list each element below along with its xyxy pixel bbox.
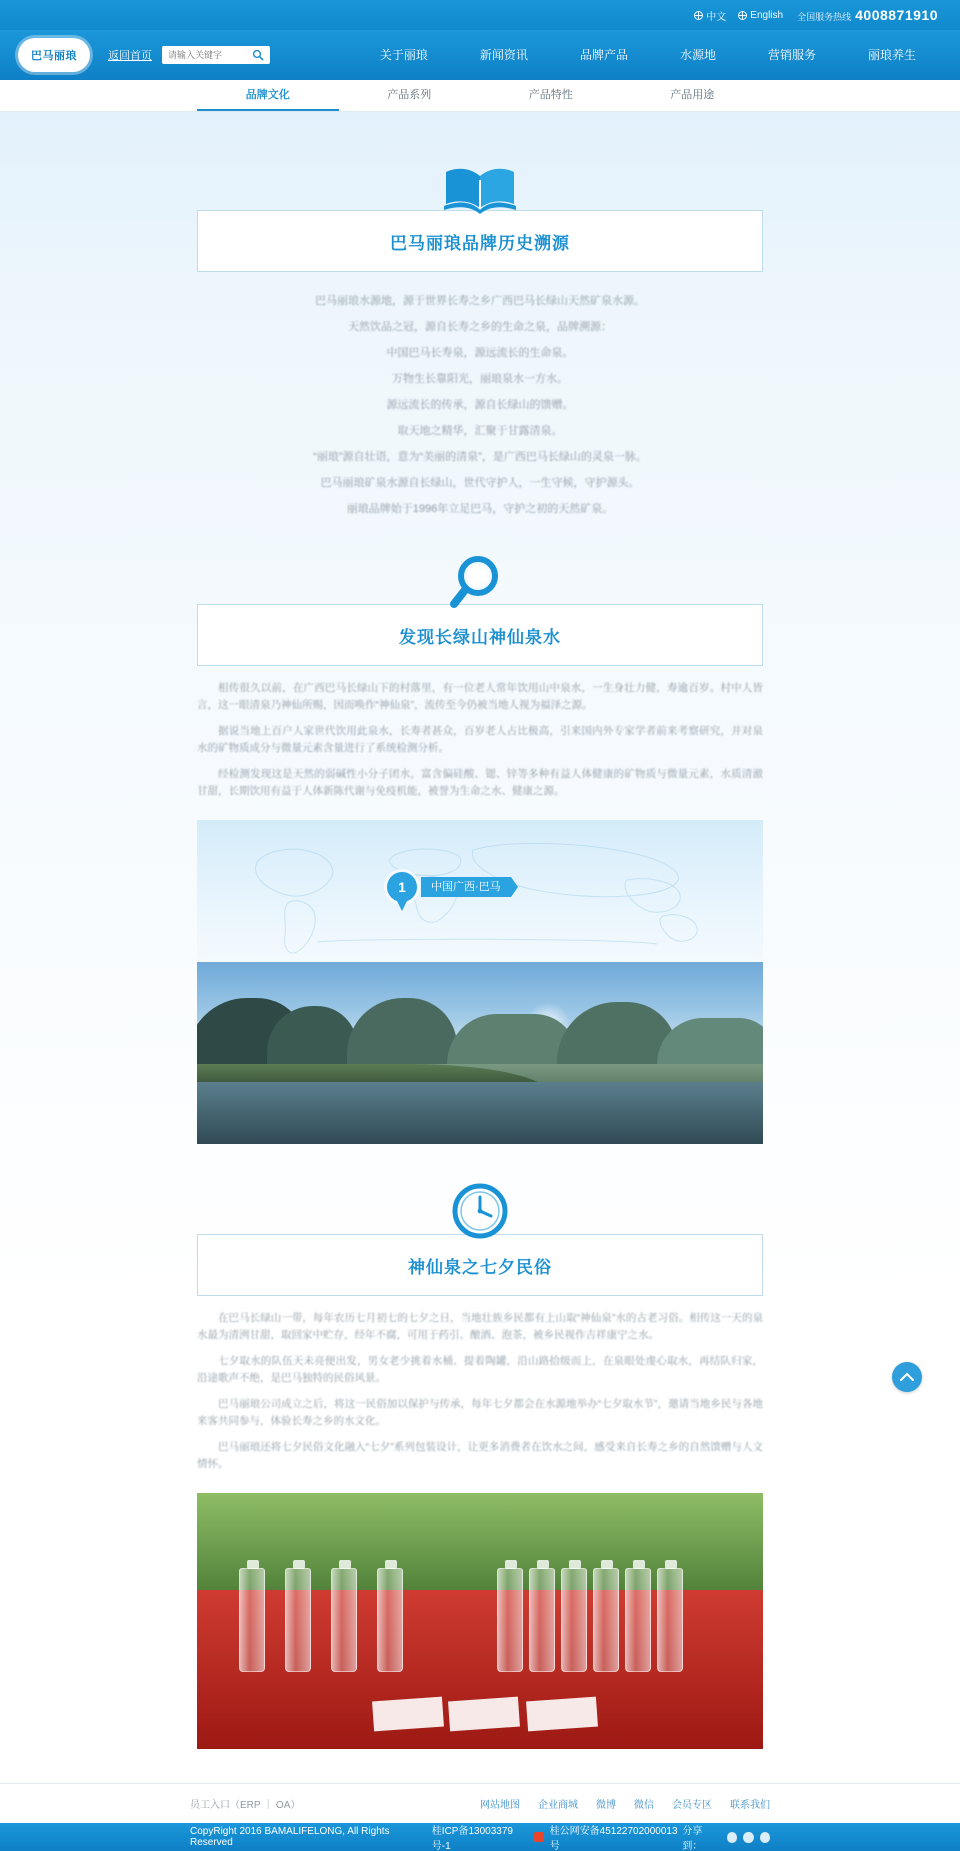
section-title-box — [197, 604, 763, 666]
share-wechat-icon[interactable] — [743, 1832, 754, 1843]
calligraphy-paper — [372, 1696, 444, 1731]
tab-product-series[interactable]: 产品系列 — [387, 89, 432, 101]
share-group — [682, 1822, 770, 1851]
clock-icon — [438, 1178, 522, 1240]
map-pin-bama[interactable] — [387, 872, 511, 902]
paragraph: 经检测发现这是天然的弱碱性小分子团水，富含偏硅酸、锶、锌等多种有益人体健康的矿物质与微量元素，水质清澈甘甜，长期饮用有益于人体新陈代谢与免疫机能，被誉为生命之水、健康之源。 — [197, 768, 763, 797]
chevron-up-icon — [900, 1372, 914, 1382]
calligraphy-paper — [526, 1696, 598, 1731]
utility-bar — [0, 0, 960, 30]
copyright-group — [190, 1822, 682, 1851]
icp-text: 桂ICP备13003379号-1 — [431, 1826, 513, 1851]
hotline — [797, 7, 938, 23]
open-book-icon — [438, 154, 522, 216]
paragraph: 丽琅品牌始于1996年立足巴马，守护之初的天然矿泉。 — [346, 503, 614, 515]
copyright-text: CopyRight 2016 BAMALIFELONG, All Rights Reserved — [190, 1826, 390, 1848]
home-link[interactable]: 返回首页 — [108, 50, 152, 62]
section-title-box — [197, 210, 763, 272]
tab-product-features[interactable]: 产品特性 — [528, 89, 573, 101]
paragraph: 取天地之精华，汇聚于甘露清泉。 — [397, 425, 563, 437]
footer-link-shop[interactable]: 企业商城 — [538, 1800, 578, 1811]
map-pin-number: 1 — [387, 872, 417, 902]
calligraphy-paper — [448, 1696, 520, 1731]
footer-link-contact[interactable]: 联系我们 — [730, 1800, 770, 1811]
page-title: 巴马丽琅品牌历史溯源 — [390, 233, 570, 253]
section-title-box — [197, 1234, 763, 1296]
paragraph: 天然饮品之冠，源自长寿之乡的生命之泉，品牌溯源： — [348, 321, 612, 333]
water-bottle — [625, 1568, 651, 1672]
water-bottle — [561, 1568, 587, 1672]
nav-item-about[interactable]: 关于丽琅 — [379, 48, 428, 62]
section-discover-spring — [197, 548, 763, 800]
hotline-number: 4008871910 — [855, 7, 938, 23]
section-title: 发现长绿山神仙泉水 — [399, 627, 561, 647]
tab-brand-culture[interactable]: 品牌文化 — [197, 80, 339, 111]
section-qixi-custom — [197, 1178, 763, 1473]
back-to-top-button[interactable] — [892, 1362, 922, 1392]
footer-link-weibo[interactable]: 微博 — [596, 1800, 616, 1811]
language-english-label: English — [750, 9, 784, 21]
search-box[interactable] — [162, 46, 270, 64]
photo-karst-landscape — [197, 962, 763, 1144]
police-badge-icon — [534, 1832, 544, 1842]
paragraph: 巴马丽琅矿泉水源自长绿山，世代守护人，一生守候，守护源头。 — [320, 477, 640, 489]
paragraph: 万物生长靠阳光，丽琅泉水一方水。 — [392, 373, 568, 385]
paragraph: 在巴马长绿山一带，每年农历七月初七的七夕之日，当地壮族乡民都有上山取“神仙泉”水的古老习俗。相传这一天的泉水最为清洌甘甜，取回家中贮存，经年不腐，可用于药引、酿酒、泡茶，被乡民视作吉祥康宁之水。 — [197, 1312, 763, 1341]
footer-copyright-bar — [0, 1823, 960, 1851]
paragraph: 巴马丽琅还将七夕民俗文化融入“七夕”系列包装设计，让更多消费者在饮水之间，感受来自长寿之乡的自然馈赠与人文情怀。 — [197, 1441, 763, 1470]
nav-item-health[interactable]: 丽琅养生 — [867, 48, 916, 62]
water-bottle — [593, 1568, 619, 1672]
map-pin-label: 中国广西·巴马 — [421, 877, 511, 897]
nav-item-marketing[interactable]: 营销服务 — [767, 48, 816, 62]
footer-link-wechat[interactable]: 微信 — [634, 1800, 654, 1811]
footer-link-member-zone[interactable]: 会员专区 — [672, 1800, 712, 1811]
water-bottle — [239, 1568, 265, 1672]
hotline-label: 全国服务热线 — [797, 12, 852, 22]
paragraph: “丽琅”源自壮语，意为“美丽的清泉”，是广西巴马长绿山的灵泉一脉。 — [313, 451, 647, 463]
water-bottle — [377, 1568, 403, 1672]
site-logo[interactable] — [18, 38, 90, 72]
world-map-block — [197, 820, 763, 962]
language-option-chinese[interactable] — [694, 8, 726, 23]
globe-icon — [694, 11, 703, 20]
paragraph: 中国巴马长寿泉，源远流长的生命泉。 — [386, 347, 574, 359]
search-input[interactable] — [166, 49, 250, 61]
paragraph: 巴马丽琅水源地，源于世界长寿之乡广西巴马长绿山天然矿泉水源。 — [315, 295, 645, 307]
globe-icon — [738, 11, 747, 20]
water-bottle — [657, 1568, 683, 1672]
site-header — [0, 30, 960, 80]
footer-links-bar — [0, 1783, 960, 1823]
discover-spring-text — [197, 680, 763, 800]
sub-navigation — [0, 80, 960, 112]
logo-text: 巴马丽琅 — [31, 50, 77, 62]
staff-entry-label[interactable]: 员工入口（ERP ｜ OA） — [190, 1800, 301, 1811]
water-bottle — [285, 1568, 311, 1672]
nav-item-products[interactable]: 品牌产品 — [579, 48, 628, 62]
share-qq-icon[interactable] — [760, 1832, 771, 1843]
footer-link-group — [480, 1796, 770, 1811]
nav-item-water-source[interactable]: 水源地 — [679, 48, 716, 62]
paragraph: 源远流长的传承，源自长绿山的馈赠。 — [386, 399, 574, 411]
share-weibo-icon[interactable] — [727, 1832, 738, 1843]
river-water — [197, 1082, 763, 1144]
magnifier-icon — [438, 548, 522, 610]
share-label: 分享到： — [682, 1826, 703, 1851]
search-icon[interactable] — [250, 46, 266, 64]
language-chinese-label: 中文 — [706, 11, 727, 23]
water-bottle — [529, 1568, 555, 1672]
paragraph: 七夕取水的队伍天未亮便出发，男女老少挑着水桶、提着陶罐，沿山路拾级而上，在泉眼处虔心取水，再结队归家，沿途歌声不绝，是巴马独特的民俗风景。 — [197, 1355, 763, 1384]
brand-history-text — [270, 290, 690, 520]
paragraph: 相传很久以前，在广西巴马长绿山下的村落里，有一位老人常年饮用山中泉水，一生身壮力健，寿逾百岁。村中人皆言，这一眼清泉乃神仙所赐，因而唤作“神仙泉”，流传至今仍被当地人视为福泽之源。 — [197, 682, 763, 711]
language-switcher — [694, 8, 783, 23]
qixi-custom-text — [197, 1310, 763, 1473]
main-navigation — [354, 30, 942, 80]
language-option-english[interactable] — [738, 10, 783, 21]
police-record-text: 桂公网安备45122702000013号 — [549, 1826, 678, 1851]
tab-product-uses[interactable]: 产品用途 — [670, 89, 715, 101]
water-bottle — [497, 1568, 523, 1672]
section-title: 神仙泉之七夕民俗 — [408, 1257, 552, 1277]
section-brand-history — [197, 154, 763, 520]
water-bottle — [331, 1568, 357, 1672]
paragraph: 据说当地上百户人家世代饮用此泉水，长寿者甚众，百岁老人占比极高，引来国内外专家学者前来考察研究，并对泉水的矿物质成分与微量元素含量进行了系统检测分析。 — [197, 725, 763, 754]
nav-item-news[interactable]: 新闻资讯 — [479, 48, 528, 62]
photo-qixi-bottles — [197, 1493, 763, 1749]
paragraph: 巴马丽琅公司成立之后，将这一民俗加以保护与传承，每年七夕都会在水源地举办“七夕取水节”，邀请当地乡民与各地来客共同参与，体验长寿之乡的水文化。 — [197, 1398, 763, 1427]
page-content — [0, 112, 960, 1749]
footer-link-sitemap[interactable]: 网站地图 — [480, 1800, 520, 1811]
